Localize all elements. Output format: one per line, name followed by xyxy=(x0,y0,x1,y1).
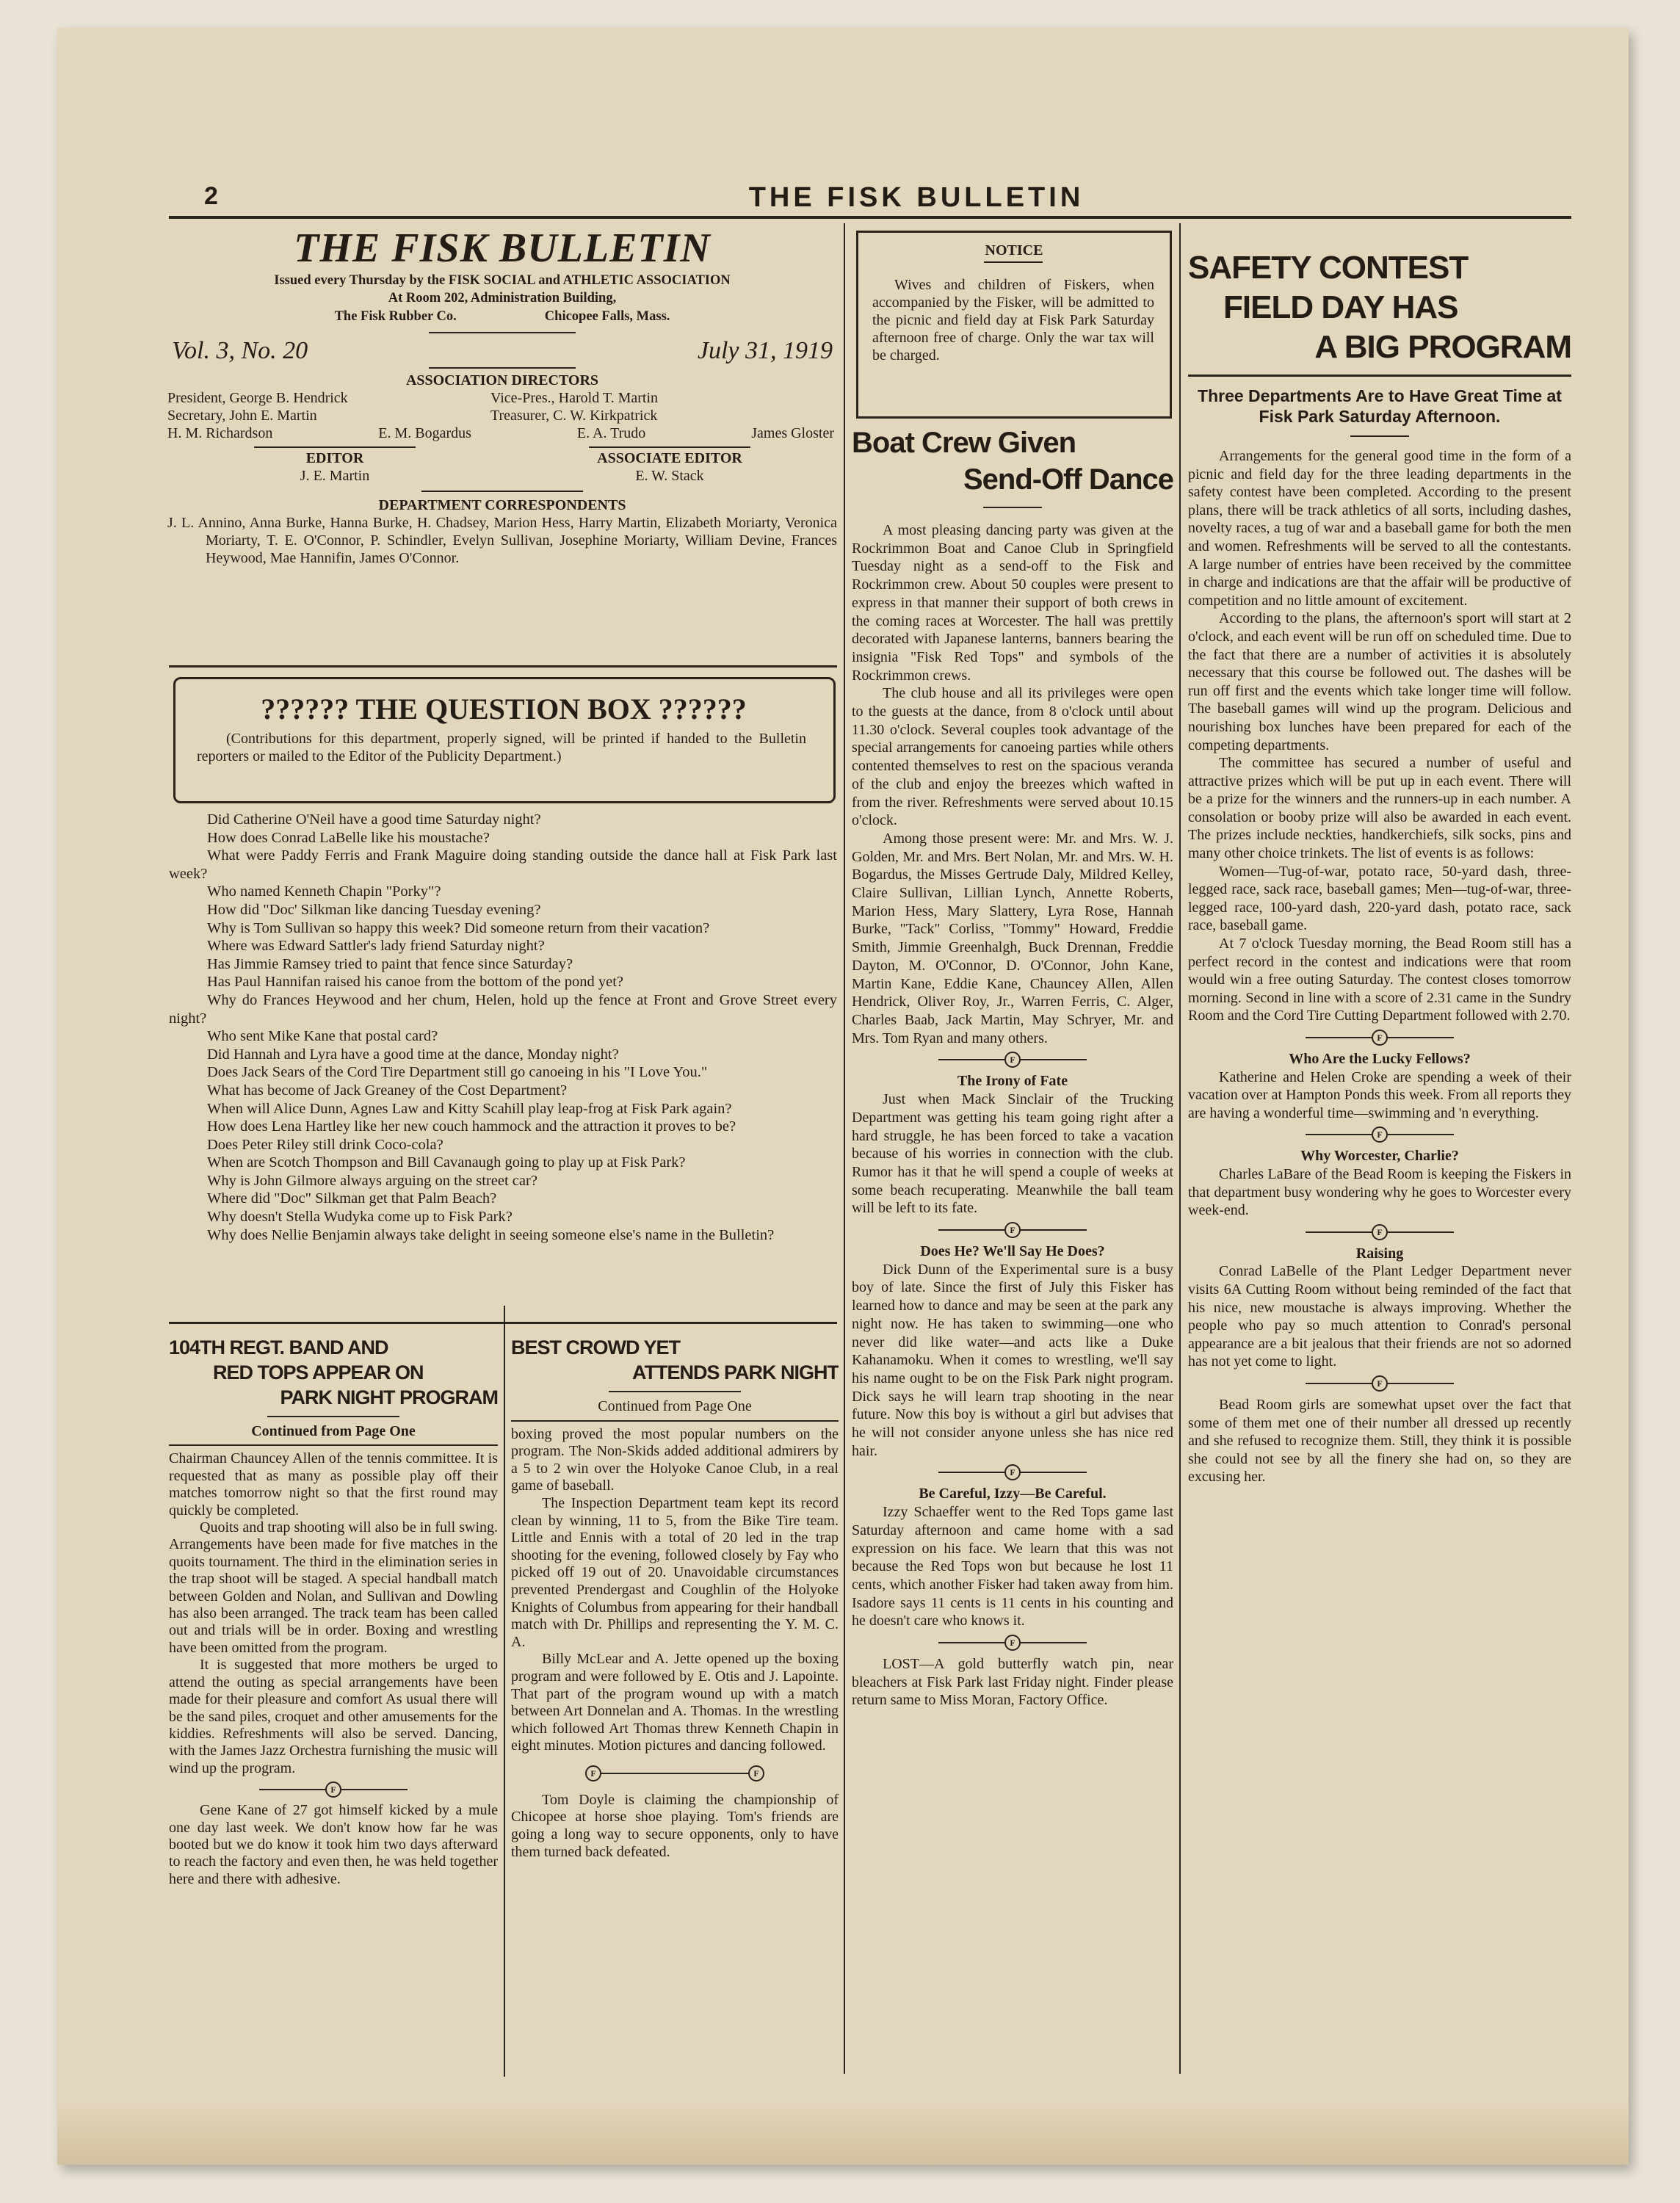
location: Chicopee Falls, Mass. xyxy=(544,309,670,324)
correspondents-heading: DEPARTMENT CORRESPONDENTS xyxy=(378,497,626,513)
question: How does Conrad LaBelle like his moustache? xyxy=(207,829,490,846)
safety-headline-1: SAFETY CONTEST xyxy=(1188,250,1469,286)
question: Where did "Doc" Silkman get that Palm Beach? xyxy=(207,1190,497,1207)
paragraph: The committee has secured a number of useful and attractive prizes which will be put up in each event. There will be a prize for the winners and the runners-up in each number. A consolation or booby prize will also be awarded in each event. The prizes include neckties, handkerchiefs, silk socks, pins and many other choice trinkets. The list of events is as follows: xyxy=(1188,755,1571,862)
question: When will Alice Dunn, Agnes Law and Kitty Scahill play leap-frog at Fisk Park again? xyxy=(207,1100,732,1117)
directors-heading: ASSOCIATION DIRECTORS xyxy=(405,372,599,388)
band-article xyxy=(169,1335,498,1888)
director: E. M. Bogardus xyxy=(378,425,471,441)
worcester-title: Why Worcester, Charlie? xyxy=(1300,1148,1459,1165)
secretary: Secretary, John E. Martin xyxy=(167,408,317,424)
question-box-intro: (Contributions for this department, properly signed, will be printed if handed to the Bulletin reporters or mailed to the Editor of the Publicity Department.) xyxy=(197,731,806,764)
editor-heading: EDITOR xyxy=(305,450,364,466)
crowd-headline-2: ATTENDS PARK NIGHT xyxy=(632,1361,839,1383)
question: Who named Kenneth Chapin "Porky"? xyxy=(207,883,441,900)
question: Why is Tom Sullivan so happy this week? Did someone return from their vacation? xyxy=(207,919,710,936)
section-ornament: F xyxy=(852,1635,1173,1651)
question: When are Scotch Thompson and Bill Cavanaugh going to play up at Fisk Park? xyxy=(207,1154,686,1171)
question: Why do Frances Heywood and her chum, Helen, hold up the fence at Front and Grove Street every night? xyxy=(169,991,837,1027)
question: Has Paul Hannifan raised his canoe from the bottom of the pond yet? xyxy=(207,974,624,991)
issued-line: Issued every Thursday by the FISK SOCIAL and ATHLETIC ASSOCIATION xyxy=(274,273,731,288)
vice-president: Vice-Pres., Harold T. Martin xyxy=(490,390,658,406)
question: Has Jimmie Ramsey tried to paint that fence since Saturday? xyxy=(207,955,573,972)
assoc-editor-name: E. W. Stack xyxy=(635,468,704,484)
paragraph: A most pleasing dancing party was given at the Rockrimmon Boat and Canoe Club in Springfield Tuesday night as a send-off to the Fisk and Rockrimmon crew. About 50 couples were present to express in that manner their support of both crews in the coming races at Worcester. The hall was prettily decorated with Japanese lanterns, banners bearing the insignia "Fisk Red Tops" and symbols of the Rockrimmon crews. xyxy=(852,522,1173,684)
question-box-title: ?????? THE QUESTION BOX ?????? xyxy=(261,692,747,726)
question: Who sent Mike Kane that postal card? xyxy=(207,1028,438,1045)
crowd-headline-1: BEST CROWD YET xyxy=(511,1336,681,1359)
treasurer: Treasurer, C. W. Kirkpatrick xyxy=(490,408,658,424)
worcester-text: Charles LaBare of the Bead Room is keeping the Fiskers in that department busy wondering why he goes to Worcester every week-end. xyxy=(1188,1165,1571,1219)
section-ornament: F xyxy=(852,1052,1173,1068)
irony-title: The Irony of Fate xyxy=(957,1073,1068,1090)
paragraph: Arrangements for the general good time in the form of a picnic and field day for the three leading departments in the safety contest have been completed. According to the present plans, there will be track athletics of all sorts, including dashes, novelty races, a tug of war and a baseball game for both the men and women. Refreshments will be served to all the contestants. A large number of entries have been received by the committee in charge and indications are that the affair will be productive of competition and no little amount of excitement. xyxy=(1188,448,1571,609)
question: Does Jack Sears of the Cord Tire Department still go canoeing in his "I Love You." xyxy=(207,1064,708,1081)
question: What were Paddy Ferris and Frank Maguire doing standing outside the dance hall at Fisk Park last week? xyxy=(169,847,837,882)
question: Does Peter Riley still drink Coco-cola? xyxy=(207,1136,443,1153)
question: Where was Edward Sattler's lady friend Saturday night? xyxy=(207,938,545,955)
paragraph: boxing proved the most popular numbers on the program. The Non-Skids added additional admirers by a 5 to 2 win over the Holyoke Canoe Club, in a real game of baseball. xyxy=(511,1425,839,1494)
question: How does Lena Hartley like her new couch hammock and the attraction it proves to be? xyxy=(207,1118,736,1135)
band-headline-2: RED TOPS APPEAR ON xyxy=(213,1361,424,1383)
tom-doyle-item: Tom Doyle is claiming the championship of Chicopee at horse shoe playing. Tom's friends are going a long way to secure opponents, only to have them turned back defeated. xyxy=(511,1791,839,1860)
question-list xyxy=(169,811,837,1244)
director: James Gloster xyxy=(751,425,834,441)
running-head-title: THE FISK BULLETIN xyxy=(748,182,1085,213)
paragraph: Billy McLear and A. Jette opened up the boxing program and were followed by E. Otis and J. Lapointe. That part of the program wound up with a match between Art Donnelan and A. Thomas. In the wrestling which followed Art Thomas threw Kenneth Chapin in eight minutes. Motion pictures and dancing followed. xyxy=(511,1651,839,1754)
director: H. M. Richardson xyxy=(167,425,273,441)
question: Why is John Gilmore always arguing on the street car? xyxy=(207,1172,537,1189)
paragraph: Quoits and trap shooting will also be in full swing. Arrangements have been made for five matches in the quoits tournament. The third in the elimination series in the trap shoot will be staged. A special handball match between Golden and Nolan, and Sullivan and Dowling has also been arranged. The track team has been called out and trials will be in order. Boxing and wrestling have been omitted from the program. xyxy=(169,1519,498,1656)
raising-title: Raising xyxy=(1355,1245,1404,1262)
section-ornament: F F xyxy=(511,1765,839,1781)
paragraph: Chairman Chauncey Allen of the tennis committee. It is requested that as many as possible play off their matches tomorrow night so that the first round may quickly be completed. xyxy=(169,1450,498,1519)
safety-article xyxy=(1188,248,1571,1486)
question: What has become of Jack Greaney of the Cost Department? xyxy=(207,1082,568,1099)
gene-kane-item: Gene Kane of 27 got himself kicked by a mule one day last week. We don't know how far he was booted but we do know it took him two days afterward to reach the factory and even then, he was held together here and there with adhesive. xyxy=(169,1802,498,1887)
boat-headline-1: Boat Crew Given xyxy=(852,427,1076,459)
director: E. A. Trudo xyxy=(576,425,646,441)
section-ornament: F xyxy=(1188,1126,1571,1143)
issue-date: July 31, 1919 xyxy=(697,337,833,364)
lucky-text: Katherine and Helen Croke are spending a week of their vacation over at Hampton Ponds this week. From all reports they are having a wonderful time—swimming and 'n everything. xyxy=(1188,1068,1571,1121)
bead-room-item: Bead Room girls are somewhat upset over the fact that some of them met one of their number all dressed up recently and she refused to recognize them. Still, they think it is possible she could not see by all the finery she had on, so they are excusing her. xyxy=(1188,1396,1571,1486)
question: Why does Nellie Benjamin always take delight in seeing someone else's name in the Bulletin? xyxy=(207,1226,775,1243)
section-ornament: F xyxy=(169,1781,498,1798)
section-ornament: F xyxy=(1188,1224,1571,1240)
safety-headline-2: FIELD DAY HAS xyxy=(1223,289,1458,325)
band-headline-3: PARK NIGHT PROGRAM xyxy=(280,1386,498,1408)
paragraph: At 7 o'clock Tuesday morning, the Bead Room still has a perfect record in the contest and indications were that room would win a free outing Saturday. The contest closes tomorrow morning. Second in line with a score of 2.31 came in the Sundry Room and the Cord Tire Cutting Department followed with 2.70. xyxy=(1188,936,1571,1024)
column-rule-2 xyxy=(1179,223,1181,2074)
crowd-article xyxy=(511,1335,839,1861)
does-he-text: Dick Dunn of the Experimental sure is a busy boy of late. Since the first of July this Fisker has learned how to dance and may be seen at the park any night now. He has taken to swimming—one who never did like water—and acts like a Duke Kahanamoku. When it comes to wrestling, we'll say his name ought to be on the Fisk Park night program. Dick says he will learn trap shooting in the near future. Now this boy is without a girl but advises that he will not consider anyone unless she has nice red hair. xyxy=(852,1261,1173,1459)
paragraph: It is suggested that more mothers be urged to attend the outing as special arrangements have been made for their pleasure and comfort As usual there will be the sand piles, croquet and other amusements for the kiddies. Refreshments will also be served. Dancing, with the James Jazz Orchestra furnishing the music will wind up the program. xyxy=(169,1657,498,1776)
notice-title: NOTICE xyxy=(985,242,1043,258)
editor-name: J. E. Martin xyxy=(300,468,370,484)
paragraph: The Inspection Department team kept its record clean by winning, 11 to 5, from the Bike Tire team. Little and Ennis with a total of 20 led in the trap shooting for the evening, followed closely by Fay who picked off 19 out of 20. Unavoidable circumstances prevented Prendergast and Coughlin of the Holyoke Knights of Columbus from appearing for their handball match with Dr. Phillips and representing the Y. M. C. A. xyxy=(511,1494,839,1650)
does-he-title: Does He? We'll Say He Does? xyxy=(920,1243,1105,1260)
company-name: The Fisk Rubber Co. xyxy=(334,309,457,324)
irony-text: Just when Mack Sinclair of the Trucking Department was getting his team going right after a hard struggle, he has been forced to take a vacation because of his worries in connection with the club. Rumor has it that he will spend a couple of weeks at some beach recuperating. Meanwhile the ball team will be left to its fate. xyxy=(852,1091,1173,1217)
column-rule-1 xyxy=(844,223,845,2074)
lost-notice: LOST—A gold butterfly watch pin, near bleachers at Fisk Park last Friday night. Finder please return same to Miss Moran, Factory Office. xyxy=(852,1656,1173,1709)
question: Did Catherine O'Neil have a good time Saturday night? xyxy=(207,811,541,828)
paragraph: Women—Tug-of-war, potato race, 50-yard dash, three-legged race, sack race, baseball games; Men—tug-of-war, three-legged race, 100-yard dash, 220-yard dash, potato race, sack race, baseball game. xyxy=(1188,863,1571,934)
izzy-text: Izzy Schaeffer went to the Red Tops game last Saturday afternoon and came home with a sad expression on his face. We learn that this was not because the Red Tops won but because he lost 11 cents, which another Fisker had taken away from him. Isadore says 11 cents is 11 cents in his counting and he doesn't care who knows it. xyxy=(852,1504,1173,1629)
question: Did Hannah and Lyra have a good time at the dance, Monday night? xyxy=(207,1046,619,1063)
safety-subhead: Three Departments Are to Have Great Time at Fisk Park Saturday Afternoon. xyxy=(1198,386,1562,426)
section-ornament: F xyxy=(1188,1030,1571,1046)
lucky-title: Who Are the Lucky Fellows? xyxy=(1289,1051,1471,1067)
izzy-title: Be Careful, Izzy—Be Careful. xyxy=(919,1486,1107,1502)
notice-text: Wives and children of Fiskers, when accompanied by the Fisker, will be admitted to the picnic and field day at Fisk Park Saturday afternoon free of charge. Only the war tax will be charged. xyxy=(872,277,1154,363)
question: How did "Doc' Silkman like dancing Tuesday evening? xyxy=(207,901,541,918)
page-number: 2 xyxy=(204,182,218,210)
top-rule xyxy=(169,216,1571,219)
room-line: At Room 202, Administration Building, xyxy=(388,291,617,305)
masthead xyxy=(167,225,837,567)
band-continued: Continued from Page One xyxy=(251,1423,416,1439)
raising-text: Conrad LaBelle of the Plant Ledger Department never visits 6A Cutting Room without being reminded of the fact that his nice, new moustache is always improving. Whether the people who pay so much attention to Conrad's personal appearance are a bit jealous that their friends are not so adorned has not yet come to light. xyxy=(1188,1263,1571,1370)
crowd-continued: Continued from Page One xyxy=(598,1398,752,1414)
president: President, George B. Hendrick xyxy=(167,390,348,406)
band-headline-1: 104TH REGT. BAND AND xyxy=(169,1336,388,1359)
paragraph: The club house and all its privileges were open to the guests at the dance, from 8 o'clock until about 11.30 o'clock. Several couples took advantage of the special arrangements for canoeing parties while others contented themselves to rest on the spacious veranda of the club and enjoy the breezes which wafted in from the river. Refreshments were served about 10.15 o'clock. xyxy=(852,685,1173,829)
paragraph: According to the plans, the afternoon's sport will start at 2 o'clock, and each event will be run off on scheduled time. Due to the fact that there are a number of activities it is absolutely necessary that this course be followed out. The dashes will be run off first and the events which take longer time will follow. The baseball games will wind up the program. Delicious and nourishing box lunches have been prepared for each of the competing departments. xyxy=(1188,610,1571,753)
paragraph: Among those present were: Mr. and Mrs. W. J. Golden, Mr. and Mrs. Bert Nolan, Mr. and Mrs. W. H. Bogardus, the Misses Gertrude Daly, Mildred Kelley, Claire Sullivan, Lillian Lynch, Annette Roberts, Marion Hess, Mary Slattery, Lyra Rose, Hannah Burke, "Tack" Corliss, "Tommy" Howard, Freddie Smith, Jimmie Greenhalgh, Buck Drennan, Freddie Dayton, M. O'Connor, D. O'Connor, John Kane, Martin Kane, Eddie Kane, Chauncey Allen, Allen Hendrick, Oliver Roy, Jr., Warren Ferris, C. Alger, Charles Baab, Jack Martin, May Schryer, Mr. and Mrs. Tom Ryan and many others. xyxy=(852,830,1173,1046)
newspaper-page xyxy=(57,28,1629,2165)
volume-number: Vol. 3, No. 20 xyxy=(172,337,308,364)
assoc-editor-heading: ASSOCIATE EDITOR xyxy=(597,450,742,466)
question-box-bottom-rule xyxy=(169,1322,837,1324)
column-rule-half xyxy=(504,1306,505,2077)
masthead-title: THE FISK BULLETIN xyxy=(294,225,711,271)
boat-article xyxy=(852,424,1173,1710)
safety-headline-3: A BIG PROGRAM xyxy=(1314,329,1571,365)
correspondents-list: J. L. Annino, Anna Burke, Hanna Burke, H. Chadsey, Marion Hess, Harry Martin, Elizabeth Moriarty, Veronica Moriarty, T. E. O'Connor, P. Schindler, Evelyn Sullivan, Josephine Moriarty, William Devine, Frances Heywood, Mae Hannifin, James O'Connor. xyxy=(167,515,837,566)
section-ornament: F xyxy=(852,1464,1173,1480)
section-ornament: F xyxy=(852,1222,1173,1238)
section-ornament: F xyxy=(1188,1375,1571,1392)
boat-headline-2: Send-Off Dance xyxy=(963,463,1173,496)
masthead-bottom-rule xyxy=(169,665,837,668)
question: Why doesn't Stella Wudyka come up to Fisk Park? xyxy=(207,1209,513,1226)
